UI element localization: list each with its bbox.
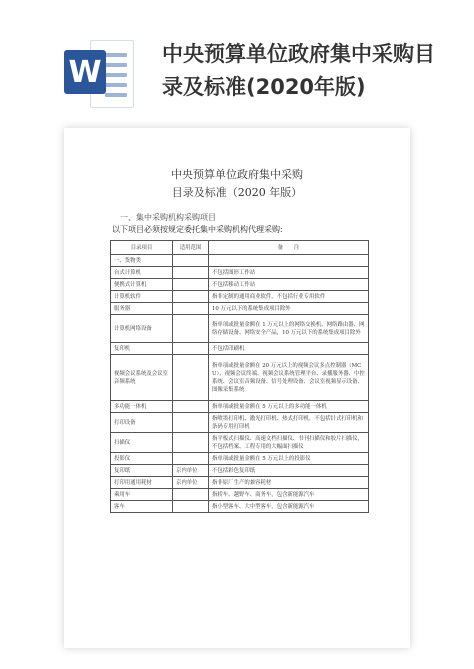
table-row: [111, 465, 369, 477]
table-cell: 复印机: [111, 343, 173, 355]
table-cell: 不包括移动工作站: [209, 279, 369, 291]
header-cell: 备 注: [209, 241, 369, 255]
table-cell: [173, 401, 209, 413]
table-row: [111, 433, 369, 453]
table-cell: [173, 279, 209, 291]
table-cell: 计算机软件: [111, 291, 173, 303]
table-row: [111, 291, 369, 303]
word-badge: W: [64, 50, 106, 94]
table-cell: [173, 355, 209, 401]
table-cell: 不包括图形工作站: [209, 267, 369, 279]
table-cell: [173, 433, 209, 453]
section-instruction: 以下项目必须按规定委托集中采购机构代理采购:: [112, 225, 283, 234]
table-cell: 打印设备: [111, 413, 173, 433]
page-title-line2: 录及标准(2020年版): [162, 75, 366, 99]
table-row: [111, 413, 369, 433]
document-title-line2: 目录及标准（2020 年版）: [171, 186, 303, 199]
table-cell: 指非原厂生产的兼容耗材: [209, 477, 369, 489]
table-row: [111, 267, 369, 279]
table-cell: 乘用车: [111, 489, 173, 501]
table-row: [111, 501, 369, 513]
table-header-row: [111, 241, 369, 255]
header-cell: 适用范围: [173, 241, 209, 255]
table-cell: 京内单位: [173, 477, 209, 489]
document-preview: [64, 128, 410, 648]
table-cell: [173, 303, 209, 315]
table-cell: [173, 315, 209, 343]
table-row: [111, 279, 369, 291]
table-cell: 指轿车、越野车、商务车，包含新能源汽车: [209, 489, 369, 501]
table-cell: [173, 453, 209, 465]
table-row: [111, 453, 369, 465]
table-cell: [173, 413, 209, 433]
procurement-table: [110, 240, 369, 513]
word-icon: [64, 36, 134, 110]
document-title-line1: 中央预算单位政府集中采购: [171, 168, 303, 181]
table-row: [111, 303, 369, 315]
header-cell: 目录项目: [111, 241, 173, 255]
table-row: [111, 255, 369, 267]
table-cell: [173, 501, 209, 513]
document-title: [64, 166, 410, 202]
table-cell: 投影仪: [111, 453, 173, 465]
table-cell: 打印用通用耗材: [111, 477, 173, 489]
table-cell: 台式计算机: [111, 267, 173, 279]
table-cell: 服务器: [111, 303, 173, 315]
table-cell: [209, 255, 369, 267]
table-row: [111, 355, 369, 401]
page-title-line1: 中央预算单位政府集中采购目: [162, 42, 435, 66]
table-cell: 不包括印刷机: [209, 343, 369, 355]
table-row: [111, 401, 369, 413]
table-cell: 指单项或批量金额在 5 万元以上的多功能一体机: [209, 401, 369, 413]
table-cell: 不包括彩色复印纸: [209, 465, 369, 477]
table-row: [111, 477, 369, 489]
table-cell: 多功能一体机: [111, 401, 173, 413]
table-cell: 指喷墨打印机、激光打印机、热式打印机，不包括针式打印机和条码专用打印机: [209, 413, 369, 433]
table-cell: 便携式计算机: [111, 279, 173, 291]
table-cell: 一、货物类: [111, 255, 173, 267]
table-cell: 客车: [111, 501, 173, 513]
table-cell: 指单项或批量金额在 5 万元以上的投影仪: [209, 453, 369, 465]
table-cell: 复印纸: [111, 465, 173, 477]
table-cell: 扫描仪: [111, 433, 173, 453]
table-cell: [173, 267, 209, 279]
table-row: [111, 315, 369, 343]
table-cell: 指平板式扫描仪、高速文档扫描仪、书刊扫描仪和胶片扫描仪，不包括档案、工程专用的大幅面扫描仪: [209, 433, 369, 453]
table-cell: 指单项或批量金额在 20 万元以上的视频会议多点控制器（MCU）、视频会议终端、视频会议系统管理平台、录播服务器、中控系统、会议室音频设备、信号处理设备、会议室视频显示设备、图像采集系统: [209, 355, 369, 401]
table-cell: 指小型客车、大中型客车，包含新能源汽车: [209, 501, 369, 513]
table-row: [111, 343, 369, 355]
table-row: [111, 489, 369, 501]
table-cell: 指非定制的通用商业软件，不包括行业专用软件: [209, 291, 369, 303]
table-cell: [173, 343, 209, 355]
table-cell: 指单项或批量金额在 1 万元以上的网络交换机、网络路由器、网络存储设备、网络安全产品，10 万元以下的系统集成项目除外: [209, 315, 369, 343]
table-cell: [173, 291, 209, 303]
table-cell: [173, 489, 209, 501]
section-heading: 一、集中采购机构采购项目: [120, 213, 216, 222]
table-cell: 10 万元以下的系统集成项目除外: [209, 303, 369, 315]
table-cell: 视频会议系统及会议室音频系统: [111, 355, 173, 401]
table-cell: [173, 255, 209, 267]
table-cell: 计算机网络设备: [111, 315, 173, 343]
table-cell: 京内单位: [173, 465, 209, 477]
page-title: [162, 38, 462, 104]
